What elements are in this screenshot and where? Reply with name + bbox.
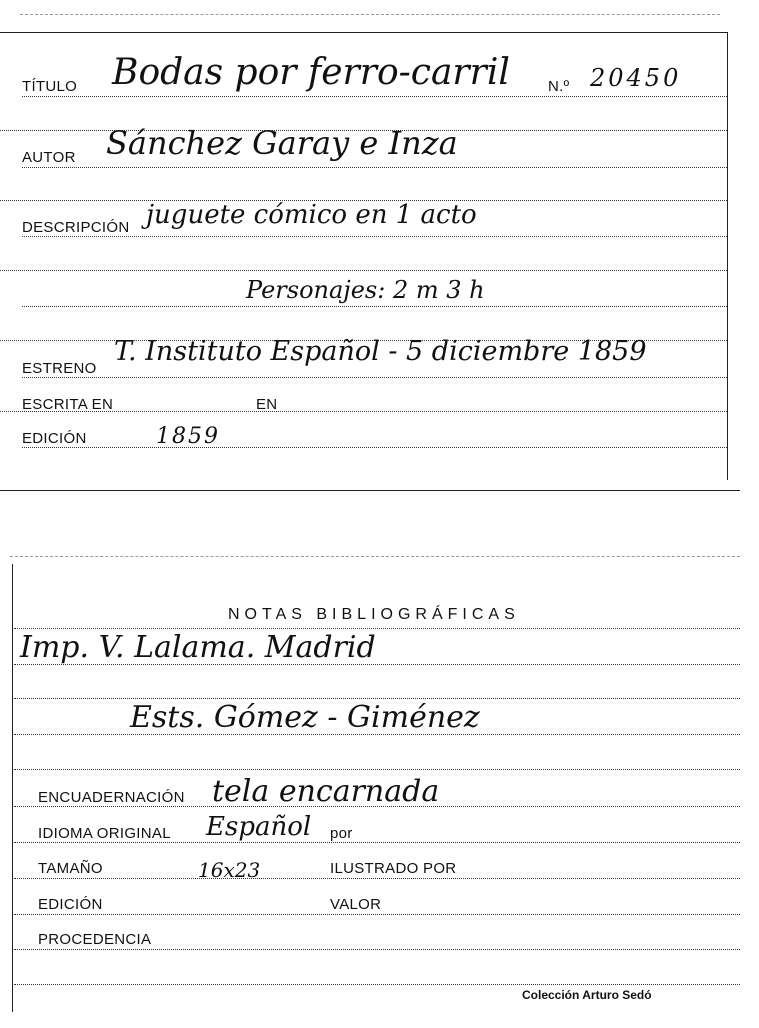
escrita-en-label: ESCRITA EN [22, 396, 114, 413]
encuadernacion-label: ENCUADERNACIÓN [38, 789, 185, 806]
rule-autor [22, 167, 727, 168]
card-right-border [727, 32, 728, 480]
scan-noise [10, 556, 740, 557]
rule-procedencia [14, 949, 740, 950]
numero-label: N.º [548, 78, 570, 95]
rule [0, 270, 727, 271]
card-left-border [12, 564, 13, 1012]
rule-idioma [14, 842, 740, 843]
por-label: por [330, 825, 353, 842]
edicion-label: EDICIÓN [22, 430, 87, 447]
ilustrado-label: ILUSTRADO POR [330, 860, 457, 877]
nota-establecimiento: Ests. Gómez - Giménez [130, 700, 480, 735]
rule-estreno [22, 377, 727, 378]
titulo-value: Bodas por ferro-carril [112, 52, 510, 93]
rule [14, 769, 740, 770]
catalog-card-back [0, 540, 759, 1028]
notas-title: NOTAS BIBLIOGRÁFICAS [228, 606, 520, 623]
rule [14, 698, 740, 699]
catalog-card-front [0, 0, 759, 495]
autor-label: AUTOR [22, 149, 76, 166]
edicion-value: 1859 [156, 424, 220, 449]
rule-personajes [22, 306, 727, 307]
procedencia-label: PROCEDENCIA [38, 931, 152, 948]
rule-tamano [14, 878, 740, 879]
rule-edicion [22, 447, 727, 448]
idioma-value: Español [206, 812, 312, 842]
tamano-label: TAMAÑO [38, 860, 103, 877]
valor-label: VALOR [330, 896, 382, 913]
card-top-border [0, 32, 727, 33]
rule-descripcion [22, 236, 727, 237]
descripcion-label: DESCRIPCIÓN [22, 219, 130, 236]
scan-noise [20, 14, 720, 15]
en-label: EN [256, 396, 278, 413]
encuadernacion-value: tela encarnada [212, 774, 440, 809]
autor-value: Sánchez Garay e Inza [106, 124, 458, 162]
estreno-value: T. Instituto Español - 5 diciembre 1859 [114, 336, 647, 367]
numero-value: 20450 [590, 64, 682, 92]
idioma-label: IDIOMA ORIGINAL [38, 825, 171, 842]
titulo-label: TÍTULO [22, 78, 78, 95]
rule-notas [14, 628, 740, 629]
personajes-value: Personajes: 2 m 3 h [246, 276, 485, 304]
descripcion-value: juguete cómico en 1 acto [146, 200, 477, 230]
rule [14, 984, 740, 985]
rule-titulo [22, 96, 727, 97]
edicion-label: EDICIÓN [38, 896, 103, 913]
coleccion-credit: Colección Arturo Sedó [522, 988, 652, 1002]
rule-edicion [14, 914, 740, 915]
nota-imprenta: Imp. V. Lalama. Madrid [20, 630, 376, 665]
estreno-label: ESTRENO [22, 360, 97, 377]
tamano-value: 16x23 [198, 858, 261, 882]
card-bottom-edge [0, 490, 740, 491]
